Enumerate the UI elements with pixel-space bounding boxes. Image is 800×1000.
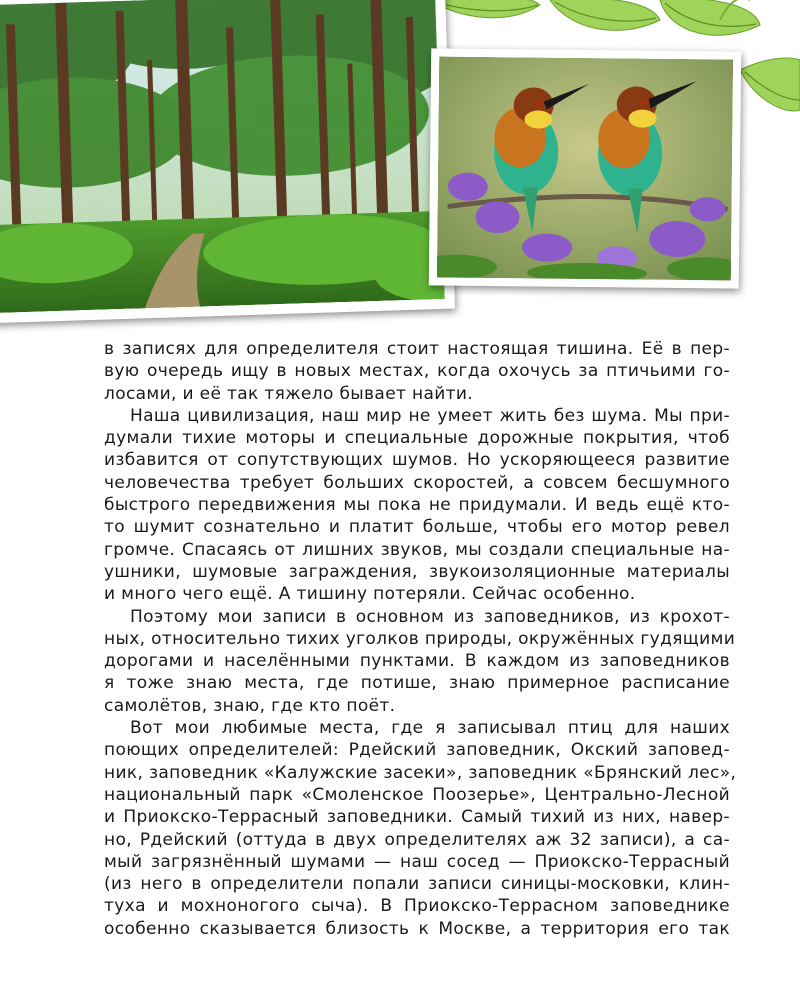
text-line: особенно сказывается близость к Москве, а территория его так (104, 918, 730, 939)
text-line: быстрого передвижения мы пока не придумали. И ведь ещё кто- (104, 495, 730, 516)
body-text (104, 338, 737, 940)
text-line: я тоже знаю места, где потише, знаю примерное расписание (104, 673, 730, 694)
text-line: (из него в определители попали записи синицы-московки, клин- (104, 874, 730, 895)
text-line: и Приокско-Террасный заповедники. Самый тихий из них, навер- (104, 807, 730, 828)
text-line: туха и мохноногого сыча). В Приокско-Террасном заповеднике (104, 896, 730, 917)
text-line: поющих определителей: Рдейский заповедник, Окский заповед- (104, 740, 730, 761)
text-line: человечества требует больших скоростей, а совсем бесшумного (104, 472, 730, 493)
text-line: и много чего ещё. А тишину потеряли. Сейчас особенно. (104, 584, 636, 605)
text-line: ных, относительно тихих уголков природы, окружённых гудящими (104, 628, 736, 649)
text-line: то шумит сознательно и платит больше, чтобы его мотор ревел (104, 517, 730, 538)
text-line: дорогами и населёнными пунктами. В каждом из заповедников (104, 651, 730, 672)
text-line: самолётов, знаю, где кто поёт. (104, 695, 396, 716)
text-line: ушники, шумовые заграждения, звукоизоляционные материалы (104, 561, 730, 582)
text-line: лосами, и её так тяжело бывает найти. (104, 383, 474, 404)
text-line: мый загрязнённый шумами — наш сосед — Приокско-Террасный (104, 851, 730, 872)
text-line: национальный парк «Смоленское Поозерье», Центрально-Лесной (104, 784, 730, 805)
text-line: думали тихие моторы и специальные дорожные покрытия, чтоб (104, 428, 730, 449)
text-line: но, Рдейский (оттуда в двух определителях аж 32 записи), а са- (104, 829, 730, 850)
birds-photo (429, 48, 741, 288)
text-line: громче. Спасаясь от лишних звуков, мы создали специальные на- (104, 539, 730, 560)
forest-photo (0, 0, 455, 323)
text-line: вую очередь ищу в новых местах, когда охочусь за птичьими го- (104, 361, 730, 382)
text-line: ник, заповедник «Калужские засеки», заповедник «Брянский лес», (104, 762, 737, 783)
text-line: Наша цивилизация, наш мир не умеет жить без шума. Мы при- (130, 405, 730, 426)
text-line: избавится от сопутствующих шумов. Но ускоряющееся развитие (104, 450, 730, 471)
text-line: Вот мои любимые места, где я записывал птиц для наших (130, 718, 730, 739)
text-line: в записях для определителя стоит настоящая тишина. Её в пер- (104, 339, 730, 359)
text-line: Поэтому мои записи в основном из заповедников, из крохот- (130, 606, 730, 627)
